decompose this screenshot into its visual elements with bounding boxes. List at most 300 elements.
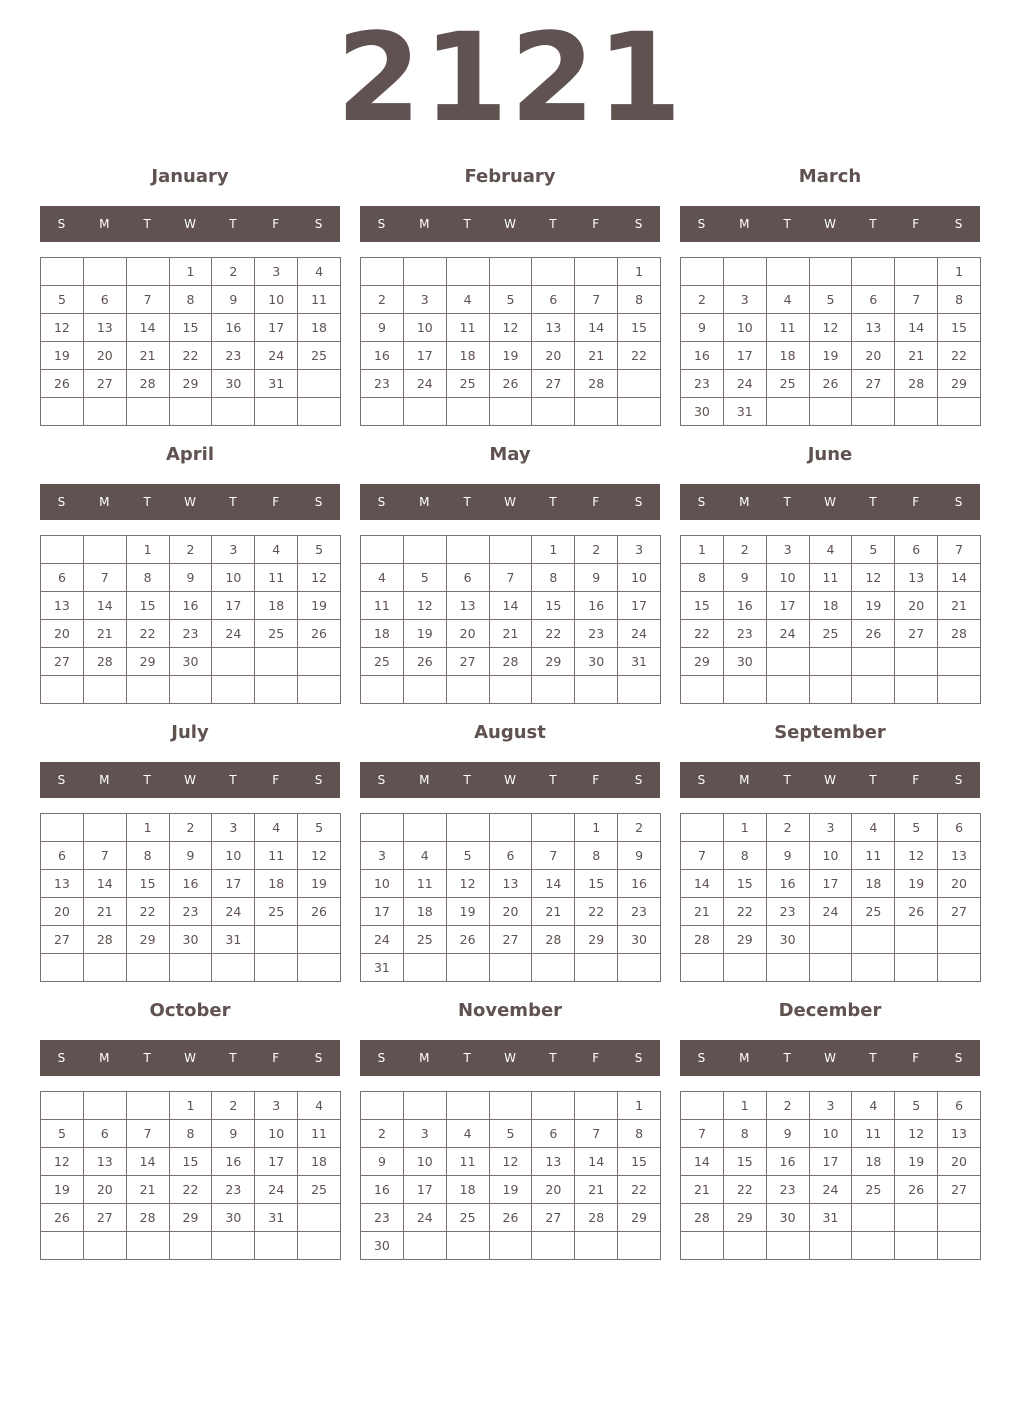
day-cell bbox=[852, 258, 895, 286]
day-cell: 14 bbox=[84, 592, 127, 620]
day-cell: 22 bbox=[170, 342, 213, 370]
day-cell: 27 bbox=[41, 926, 84, 954]
weekday-label: T bbox=[143, 217, 151, 231]
weekday-label: T bbox=[783, 495, 791, 509]
day-cell bbox=[404, 398, 447, 426]
day-cell bbox=[127, 258, 170, 286]
day-cell: 26 bbox=[404, 648, 447, 676]
day-cell: 18 bbox=[810, 592, 853, 620]
day-cell: 15 bbox=[127, 592, 170, 620]
day-cell: 4 bbox=[255, 814, 298, 842]
day-cell: 3 bbox=[404, 1120, 447, 1148]
day-cell: 26 bbox=[447, 926, 490, 954]
day-cell bbox=[255, 954, 298, 982]
day-cell bbox=[532, 1092, 575, 1120]
day-cell bbox=[84, 676, 127, 704]
day-cell: 12 bbox=[404, 592, 447, 620]
day-cell: 8 bbox=[681, 564, 724, 592]
day-cell: 18 bbox=[404, 898, 447, 926]
day-cell: 4 bbox=[767, 286, 810, 314]
weekday-label: S bbox=[954, 217, 963, 231]
day-cell: 29 bbox=[724, 1204, 767, 1232]
day-cell: 3 bbox=[767, 536, 810, 564]
day-cell: 4 bbox=[361, 564, 404, 592]
day-cell: 10 bbox=[255, 286, 298, 314]
day-cell: 6 bbox=[84, 1120, 127, 1148]
day-cell: 19 bbox=[895, 1148, 938, 1176]
day-cell: 24 bbox=[255, 1176, 298, 1204]
day-cell bbox=[84, 954, 127, 982]
weekday-header bbox=[360, 1040, 660, 1076]
weekday-label: T bbox=[549, 217, 557, 231]
day-cell: 29 bbox=[532, 648, 575, 676]
day-cell: 12 bbox=[41, 314, 84, 342]
day-cell: 13 bbox=[490, 870, 533, 898]
month-name: August bbox=[474, 722, 546, 743]
day-cell: 1 bbox=[938, 258, 981, 286]
weekday-label: T bbox=[229, 773, 237, 787]
day-cell: 15 bbox=[618, 1148, 661, 1176]
day-cell: 19 bbox=[810, 342, 853, 370]
day-cell: 11 bbox=[361, 592, 404, 620]
day-cell: 26 bbox=[852, 620, 895, 648]
day-cell: 9 bbox=[681, 314, 724, 342]
day-cell: 30 bbox=[618, 926, 661, 954]
day-cell: 8 bbox=[575, 842, 618, 870]
day-cell: 22 bbox=[532, 620, 575, 648]
weekday-label: S bbox=[634, 495, 643, 509]
day-cell: 18 bbox=[852, 870, 895, 898]
day-cell: 11 bbox=[810, 564, 853, 592]
day-cell bbox=[255, 648, 298, 676]
day-cell: 17 bbox=[767, 592, 810, 620]
day-cell: 21 bbox=[681, 1176, 724, 1204]
day-cell: 20 bbox=[532, 1176, 575, 1204]
day-cell: 15 bbox=[127, 870, 170, 898]
day-grid bbox=[360, 257, 661, 426]
day-cell: 28 bbox=[84, 926, 127, 954]
weekday-label: W bbox=[504, 495, 516, 509]
day-cell: 17 bbox=[361, 898, 404, 926]
day-cell: 18 bbox=[255, 592, 298, 620]
day-cell bbox=[41, 1232, 84, 1260]
day-cell: 5 bbox=[41, 1120, 84, 1148]
day-cell bbox=[255, 926, 298, 954]
day-cell: 4 bbox=[852, 814, 895, 842]
day-cell: 25 bbox=[810, 620, 853, 648]
day-cell: 13 bbox=[41, 592, 84, 620]
weekday-label: T bbox=[783, 1051, 791, 1065]
day-cell: 20 bbox=[84, 1176, 127, 1204]
day-cell bbox=[298, 370, 341, 398]
day-cell: 28 bbox=[681, 926, 724, 954]
day-cell: 16 bbox=[681, 342, 724, 370]
day-cell: 29 bbox=[127, 926, 170, 954]
weekday-header bbox=[40, 762, 340, 798]
day-cell bbox=[532, 398, 575, 426]
day-cell bbox=[84, 1232, 127, 1260]
day-cell: 2 bbox=[767, 814, 810, 842]
day-cell: 27 bbox=[532, 1204, 575, 1232]
day-cell: 22 bbox=[938, 342, 981, 370]
day-cell: 22 bbox=[724, 898, 767, 926]
day-cell bbox=[895, 258, 938, 286]
day-cell: 25 bbox=[447, 370, 490, 398]
day-cell: 21 bbox=[127, 342, 170, 370]
day-cell bbox=[41, 814, 84, 842]
day-cell: 7 bbox=[84, 564, 127, 592]
day-cell bbox=[852, 648, 895, 676]
weekday-label: S bbox=[57, 495, 66, 509]
month-name: June bbox=[807, 444, 853, 465]
day-cell bbox=[212, 1232, 255, 1260]
day-cell: 18 bbox=[447, 1176, 490, 1204]
day-cell: 2 bbox=[361, 286, 404, 314]
day-cell: 11 bbox=[255, 842, 298, 870]
day-cell: 23 bbox=[212, 342, 255, 370]
day-cell: 29 bbox=[618, 1204, 661, 1232]
day-cell: 15 bbox=[170, 314, 213, 342]
weekday-label: F bbox=[592, 495, 600, 509]
day-cell: 27 bbox=[41, 648, 84, 676]
weekday-label: W bbox=[824, 1051, 836, 1065]
day-cell: 7 bbox=[575, 1120, 618, 1148]
day-cell: 5 bbox=[852, 536, 895, 564]
weekday-label: T bbox=[229, 217, 237, 231]
day-cell: 25 bbox=[447, 1204, 490, 1232]
day-cell: 14 bbox=[127, 1148, 170, 1176]
day-cell: 17 bbox=[618, 592, 661, 620]
day-grid bbox=[680, 257, 981, 426]
day-cell: 31 bbox=[618, 648, 661, 676]
weekday-label: S bbox=[377, 217, 386, 231]
day-cell: 26 bbox=[298, 898, 341, 926]
day-cell: 5 bbox=[298, 536, 341, 564]
day-cell: 25 bbox=[361, 648, 404, 676]
day-cell bbox=[490, 1092, 533, 1120]
day-cell: 30 bbox=[681, 398, 724, 426]
weekday-label: M bbox=[739, 217, 750, 231]
day-cell bbox=[852, 398, 895, 426]
day-cell: 15 bbox=[532, 592, 575, 620]
day-cell: 7 bbox=[681, 842, 724, 870]
weekday-label: W bbox=[504, 217, 516, 231]
day-cell: 10 bbox=[404, 1148, 447, 1176]
weekday-label: S bbox=[954, 495, 963, 509]
day-grid bbox=[360, 1091, 661, 1260]
day-cell: 8 bbox=[618, 1120, 661, 1148]
day-cell: 26 bbox=[810, 370, 853, 398]
day-cell: 25 bbox=[767, 370, 810, 398]
day-cell bbox=[84, 398, 127, 426]
weekday-label: F bbox=[912, 495, 920, 509]
day-grid bbox=[680, 535, 981, 704]
weekday-label: S bbox=[954, 1051, 963, 1065]
day-cell: 16 bbox=[767, 870, 810, 898]
day-cell: 2 bbox=[767, 1092, 810, 1120]
weekday-label: S bbox=[377, 1051, 386, 1065]
day-cell bbox=[41, 536, 84, 564]
day-cell bbox=[810, 926, 853, 954]
day-cell: 14 bbox=[938, 564, 981, 592]
day-cell: 14 bbox=[575, 314, 618, 342]
weekday-label: S bbox=[314, 773, 323, 787]
day-cell: 19 bbox=[852, 592, 895, 620]
weekday-label: F bbox=[272, 495, 280, 509]
day-cell bbox=[490, 258, 533, 286]
day-cell bbox=[767, 258, 810, 286]
weekday-label: T bbox=[869, 495, 877, 509]
day-cell: 4 bbox=[447, 286, 490, 314]
day-cell: 22 bbox=[681, 620, 724, 648]
day-cell: 5 bbox=[41, 286, 84, 314]
day-cell: 28 bbox=[84, 648, 127, 676]
day-cell: 17 bbox=[255, 1148, 298, 1176]
day-cell: 26 bbox=[895, 1176, 938, 1204]
day-cell: 10 bbox=[361, 870, 404, 898]
day-cell bbox=[810, 648, 853, 676]
day-cell: 17 bbox=[212, 592, 255, 620]
day-cell bbox=[532, 676, 575, 704]
day-cell: 27 bbox=[938, 1176, 981, 1204]
day-cell: 27 bbox=[532, 370, 575, 398]
day-cell bbox=[895, 398, 938, 426]
day-cell: 9 bbox=[618, 842, 661, 870]
day-cell: 26 bbox=[298, 620, 341, 648]
day-cell: 20 bbox=[852, 342, 895, 370]
day-cell: 16 bbox=[170, 592, 213, 620]
day-cell bbox=[938, 398, 981, 426]
day-cell: 3 bbox=[212, 814, 255, 842]
day-cell: 4 bbox=[852, 1092, 895, 1120]
day-cell: 13 bbox=[84, 1148, 127, 1176]
day-cell: 28 bbox=[127, 370, 170, 398]
weekday-label: F bbox=[272, 217, 280, 231]
weekday-header bbox=[360, 484, 660, 520]
day-cell: 12 bbox=[447, 870, 490, 898]
day-cell bbox=[361, 1092, 404, 1120]
month-name: April bbox=[165, 444, 215, 465]
day-cell: 1 bbox=[127, 536, 170, 564]
day-cell: 23 bbox=[681, 370, 724, 398]
day-cell bbox=[298, 954, 341, 982]
day-cell: 16 bbox=[767, 1148, 810, 1176]
day-cell: 16 bbox=[212, 1148, 255, 1176]
day-cell bbox=[255, 676, 298, 704]
day-cell bbox=[447, 398, 490, 426]
weekday-label: S bbox=[57, 773, 66, 787]
day-cell bbox=[447, 1232, 490, 1260]
day-cell: 14 bbox=[575, 1148, 618, 1176]
day-cell: 23 bbox=[575, 620, 618, 648]
weekday-label: S bbox=[314, 495, 323, 509]
day-cell: 29 bbox=[681, 648, 724, 676]
day-cell: 22 bbox=[618, 1176, 661, 1204]
day-cell: 18 bbox=[767, 342, 810, 370]
day-cell: 23 bbox=[767, 1176, 810, 1204]
month-name: November bbox=[457, 1000, 563, 1021]
day-cell: 21 bbox=[575, 342, 618, 370]
day-cell: 28 bbox=[490, 648, 533, 676]
day-cell: 19 bbox=[490, 342, 533, 370]
day-cell: 28 bbox=[938, 620, 981, 648]
day-cell: 11 bbox=[767, 314, 810, 342]
day-grid bbox=[360, 813, 661, 982]
day-cell: 25 bbox=[298, 342, 341, 370]
day-cell: 5 bbox=[895, 1092, 938, 1120]
day-cell: 2 bbox=[681, 286, 724, 314]
day-cell: 15 bbox=[170, 1148, 213, 1176]
weekday-label: F bbox=[592, 1051, 600, 1065]
day-cell bbox=[127, 954, 170, 982]
day-cell: 1 bbox=[575, 814, 618, 842]
day-cell: 4 bbox=[810, 536, 853, 564]
weekday-label: W bbox=[504, 1051, 516, 1065]
day-cell: 21 bbox=[532, 898, 575, 926]
day-cell: 14 bbox=[84, 870, 127, 898]
day-cell: 22 bbox=[170, 1176, 213, 1204]
day-cell: 1 bbox=[170, 258, 213, 286]
day-cell bbox=[404, 814, 447, 842]
day-cell: 23 bbox=[170, 620, 213, 648]
day-cell bbox=[84, 536, 127, 564]
day-cell: 3 bbox=[255, 1092, 298, 1120]
day-cell: 6 bbox=[938, 814, 981, 842]
day-cell: 11 bbox=[255, 564, 298, 592]
day-cell: 27 bbox=[852, 370, 895, 398]
day-cell bbox=[298, 676, 341, 704]
day-cell: 4 bbox=[404, 842, 447, 870]
day-cell: 3 bbox=[810, 1092, 853, 1120]
day-cell: 30 bbox=[212, 370, 255, 398]
day-cell: 10 bbox=[212, 842, 255, 870]
day-cell bbox=[895, 926, 938, 954]
day-cell: 31 bbox=[212, 926, 255, 954]
day-cell bbox=[895, 954, 938, 982]
month-name: September bbox=[774, 722, 886, 743]
day-cell: 6 bbox=[895, 536, 938, 564]
day-cell: 6 bbox=[41, 842, 84, 870]
day-cell bbox=[298, 926, 341, 954]
day-cell: 5 bbox=[404, 564, 447, 592]
day-cell: 27 bbox=[895, 620, 938, 648]
day-cell: 30 bbox=[575, 648, 618, 676]
day-cell bbox=[170, 398, 213, 426]
day-cell: 15 bbox=[724, 870, 767, 898]
day-cell bbox=[852, 676, 895, 704]
weekday-header bbox=[40, 484, 340, 520]
weekday-label: S bbox=[634, 217, 643, 231]
day-cell: 3 bbox=[618, 536, 661, 564]
day-cell: 28 bbox=[575, 370, 618, 398]
day-cell bbox=[404, 536, 447, 564]
day-cell bbox=[618, 398, 661, 426]
day-cell: 23 bbox=[618, 898, 661, 926]
day-cell: 24 bbox=[810, 1176, 853, 1204]
day-cell: 16 bbox=[724, 592, 767, 620]
day-cell: 13 bbox=[938, 842, 981, 870]
day-cell: 15 bbox=[575, 870, 618, 898]
day-cell: 1 bbox=[681, 536, 724, 564]
day-cell: 10 bbox=[810, 1120, 853, 1148]
day-cell: 29 bbox=[938, 370, 981, 398]
day-cell bbox=[810, 258, 853, 286]
day-grid bbox=[360, 535, 661, 704]
day-cell: 4 bbox=[298, 1092, 341, 1120]
weekday-label: T bbox=[783, 217, 791, 231]
day-cell: 31 bbox=[255, 370, 298, 398]
day-cell bbox=[724, 258, 767, 286]
day-cell bbox=[447, 536, 490, 564]
day-cell: 12 bbox=[298, 564, 341, 592]
weekday-header bbox=[360, 206, 660, 242]
weekday-label: T bbox=[143, 773, 151, 787]
day-cell bbox=[41, 258, 84, 286]
day-cell: 16 bbox=[361, 1176, 404, 1204]
day-cell: 29 bbox=[724, 926, 767, 954]
day-cell: 11 bbox=[852, 842, 895, 870]
day-cell: 10 bbox=[212, 564, 255, 592]
day-cell: 11 bbox=[447, 314, 490, 342]
day-cell: 9 bbox=[767, 842, 810, 870]
day-cell: 19 bbox=[490, 1176, 533, 1204]
weekday-header bbox=[360, 762, 660, 798]
day-cell: 9 bbox=[212, 286, 255, 314]
day-cell: 28 bbox=[575, 1204, 618, 1232]
day-cell bbox=[170, 676, 213, 704]
day-cell: 8 bbox=[724, 1120, 767, 1148]
day-cell bbox=[84, 814, 127, 842]
day-cell: 12 bbox=[298, 842, 341, 870]
day-cell: 16 bbox=[618, 870, 661, 898]
day-cell: 11 bbox=[298, 286, 341, 314]
weekday-label: M bbox=[99, 1051, 110, 1065]
day-cell: 2 bbox=[212, 258, 255, 286]
day-cell: 21 bbox=[127, 1176, 170, 1204]
day-cell bbox=[41, 1092, 84, 1120]
day-cell: 5 bbox=[447, 842, 490, 870]
day-cell bbox=[212, 954, 255, 982]
day-cell bbox=[767, 398, 810, 426]
weekday-label: M bbox=[419, 773, 430, 787]
day-cell bbox=[810, 676, 853, 704]
day-cell: 14 bbox=[532, 870, 575, 898]
day-cell bbox=[895, 1232, 938, 1260]
day-cell: 25 bbox=[298, 1176, 341, 1204]
day-cell: 19 bbox=[41, 1176, 84, 1204]
day-cell: 24 bbox=[767, 620, 810, 648]
day-cell: 19 bbox=[41, 342, 84, 370]
day-cell: 17 bbox=[212, 870, 255, 898]
weekday-label: T bbox=[869, 773, 877, 787]
day-cell bbox=[84, 258, 127, 286]
day-cell: 25 bbox=[852, 898, 895, 926]
day-cell: 29 bbox=[170, 370, 213, 398]
day-cell: 30 bbox=[767, 1204, 810, 1232]
weekday-label: W bbox=[184, 773, 196, 787]
day-cell bbox=[127, 1092, 170, 1120]
weekday-label: M bbox=[419, 1051, 430, 1065]
day-cell bbox=[298, 1232, 341, 1260]
day-cell: 4 bbox=[298, 258, 341, 286]
day-cell: 5 bbox=[298, 814, 341, 842]
month-name: December bbox=[778, 1000, 882, 1021]
month-name: October bbox=[149, 1000, 231, 1021]
day-cell: 8 bbox=[170, 286, 213, 314]
day-cell bbox=[895, 648, 938, 676]
day-cell: 14 bbox=[127, 314, 170, 342]
day-cell: 18 bbox=[447, 342, 490, 370]
